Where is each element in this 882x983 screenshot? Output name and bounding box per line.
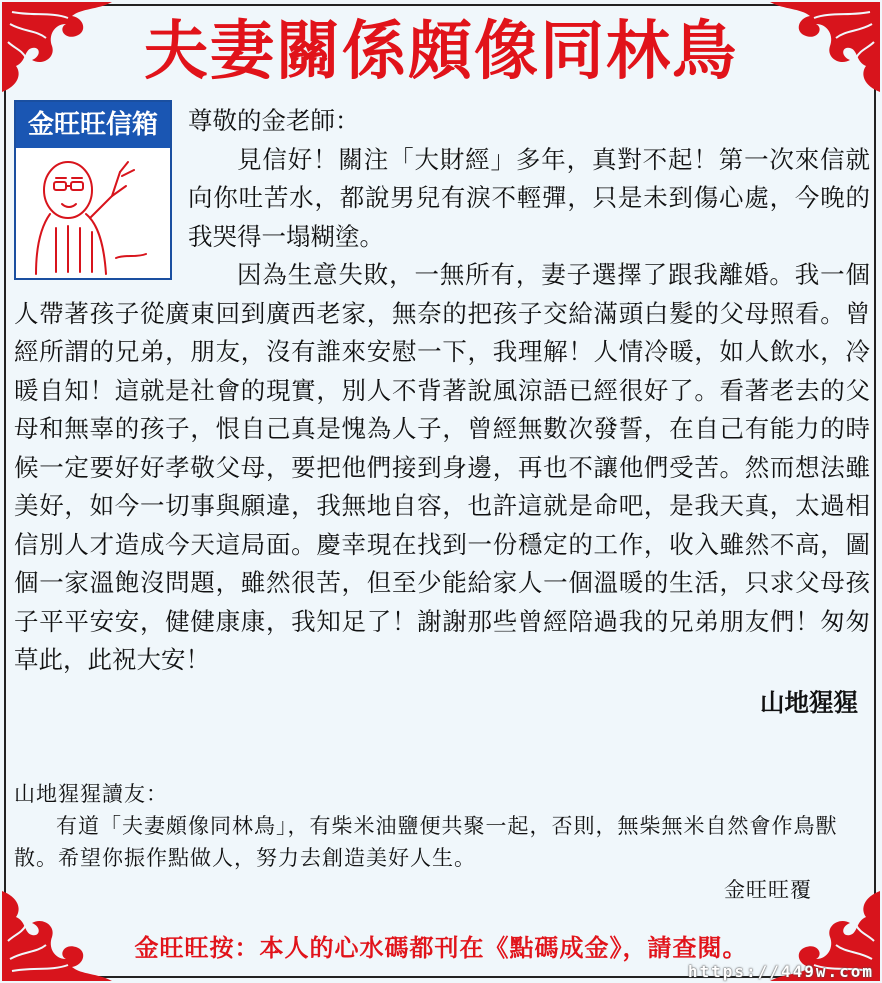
mailbox-label: 金旺旺信箱 [16, 102, 170, 148]
reply-signature: 金旺旺覆 [724, 878, 812, 902]
page-title: 夫妻關係頗像同林鳥 [144, 15, 738, 89]
letter-salutation: 尊敬的金老師： [188, 106, 360, 135]
watermark: https://449w.com [687, 962, 874, 981]
reply-salutation: 山地猩猩讀友： [14, 782, 168, 806]
reply-paragraph: 有道「夫妻頗像同林鳥」，有柴米油鹽便共聚一起，否則，無柴無米自然會作鳥獸散。希望你振作點做人，努力去創造美好人生。 [14, 814, 838, 870]
footer-note: 金旺旺按：本人的心水碼都刊在《點碼成金》，請查閱。 [134, 934, 748, 962]
illustration-spacer [14, 141, 188, 295]
reply-body [14, 778, 870, 906]
letter-paragraph: 見信好！關注「大財經」多年，真對不起！第一次來信就向你吐苦水，都說男兒有淚不輕彈，只是未到傷心處，今晚的我哭得一塌糊塗。 [188, 144, 870, 251]
letter-paragraph: 因為生意失敗，一無所有，妻子選擇了跟我離婚。我一個人帶著孩子從廣東回到廣西老家，無奈的把孩子交給滿頭白髮的父母照看。曾經所謂的兄弟，朋友，沒有誰來安慰一下，我理解！人情冷暖，如人飲水，冷暖自知！這就是社會的現實，別人不背著說風涼語已經很好了。看著老去的父母和無辜的孩子，恨自己真是愧為人子，曾經無數次發誓，在自己有能力的時候一定要好好孝敬父母，要把他們接到身邊，再也不讓他們受苦。然而想法雖美好，如今一切事與願違，我無地自容，也許這就是命吧，是我天真，太過相信別人才造成今天這局面。慶幸現在找到一份穩定的工作，收入雖然不高，圖個一家溫飽沒問題，雖然很苦，但至少能給家人一個溫暖的生活，只求父母孩子平平安安，健健康康，我知足了！謝謝那些曾經陪過我的兄弟朋友們！匆匆草此，此祝大安！ [14, 260, 870, 674]
letter-body [14, 102, 870, 722]
letter-signature: 山地猩猩 [760, 687, 858, 717]
